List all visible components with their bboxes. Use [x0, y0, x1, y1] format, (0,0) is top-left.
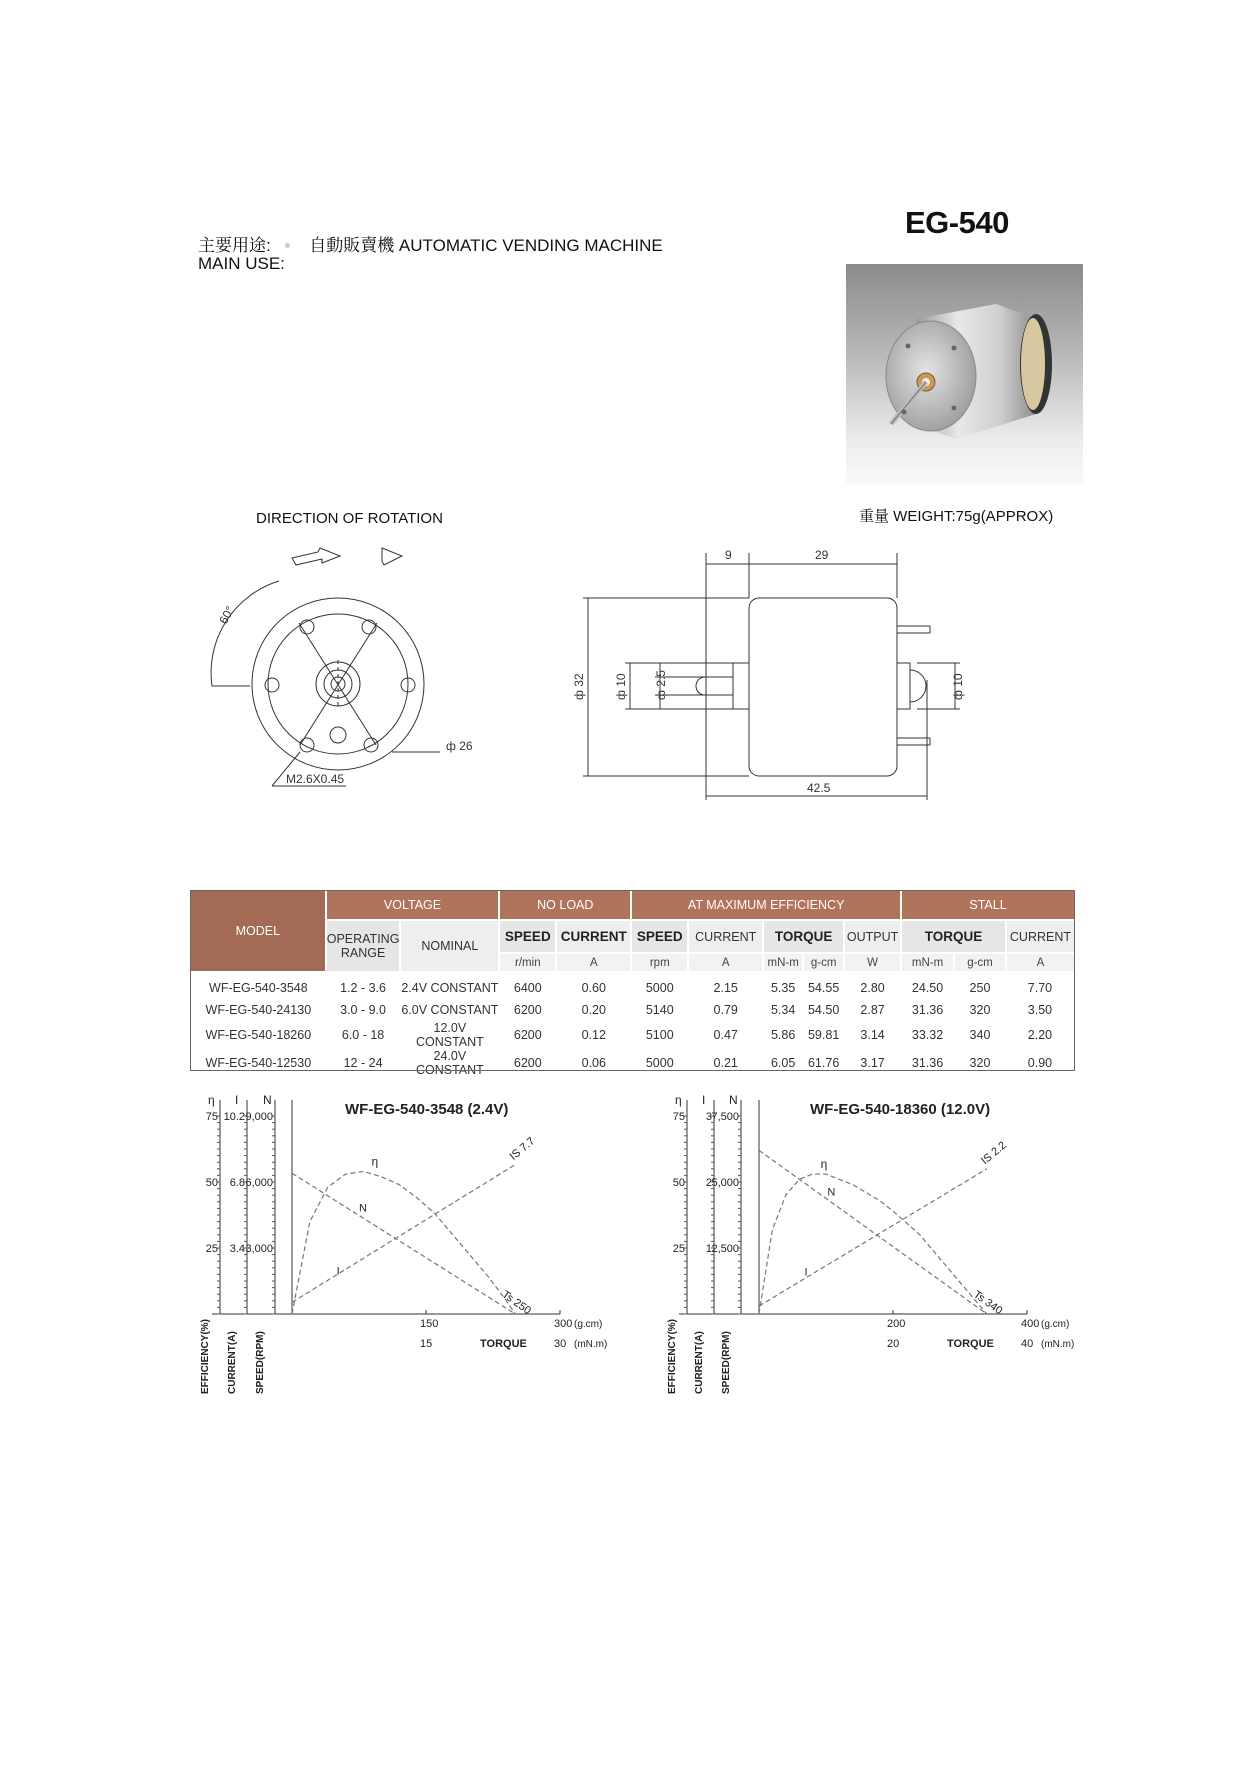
main-use-label-en: MAIN USE:: [198, 254, 285, 273]
thread-label: M2.6X0.45: [286, 772, 345, 786]
angle-label: 60°: [216, 603, 238, 627]
x-tick-label-gcm: 400: [1021, 1318, 1040, 1330]
dim-10-right-label: ф 10: [951, 673, 965, 700]
curve-label-i: I: [336, 1265, 340, 1278]
value-cell: 2.87: [860, 1003, 885, 1017]
dim-2-5-label: ф 2.5: [654, 670, 668, 700]
value-cell: 12.0V CONSTANT: [415, 1021, 484, 1049]
value-cell: 5100: [645, 1028, 674, 1042]
value-cell: 24.0V CONSTANT: [415, 1049, 484, 1077]
axis-tick-label: 1: [705, 1243, 712, 1255]
value-cell: 5000: [645, 1056, 674, 1070]
unit-cell: g-cm: [954, 953, 1006, 971]
axis-symbol: N: [729, 1093, 738, 1107]
value-cell: 3.0 - 9.0: [340, 1003, 386, 1017]
header-speed: SPEED: [499, 920, 556, 953]
axis-tick-label: 3.4: [229, 1243, 245, 1255]
model-cell: WF-EG-540-24130: [205, 1003, 312, 1017]
header-max-current: CURRENT: [688, 920, 763, 953]
value-cell: 3.14: [860, 1028, 885, 1042]
axis-tick-label: 9,000: [245, 1111, 273, 1123]
value-cell: 340: [969, 1028, 991, 1042]
axis-tick-label: 25: [672, 1243, 685, 1255]
header-model: MODEL: [191, 891, 326, 971]
curve-label-is: IS 7.7: [507, 1135, 538, 1163]
header-output: OUTPUT: [844, 920, 901, 953]
axis-label: SPEED(RPM): [721, 1331, 732, 1394]
unit-cell: A: [556, 953, 631, 971]
header-current: CURRENT: [556, 920, 631, 953]
axis-label: EFFICIENCY(%): [200, 1319, 211, 1394]
value-cell: 6200: [513, 1056, 542, 1070]
value-cell: 6200: [513, 1028, 542, 1042]
unit-cell: mN-m: [763, 953, 803, 971]
header-max-speed: SPEED: [631, 920, 688, 953]
header-operating-range: OPERATING RANGE: [326, 920, 401, 971]
x-tick-label-gcm: 200: [887, 1318, 906, 1330]
main-use-value: 自動販賣機 AUTOMATIC VENDING MACHINE: [309, 236, 663, 255]
value-cell: 6.0 - 18: [341, 1028, 385, 1042]
header-stall-torque: TORQUE: [901, 920, 1006, 953]
value-cell: 2.80: [860, 981, 885, 995]
axis-tick-label: 10.2: [223, 1111, 245, 1123]
x-axis-label: TORQUE: [480, 1338, 527, 1350]
value-cell: 0.60: [581, 981, 606, 995]
value-cell: 5.86: [770, 1028, 796, 1042]
x-tick-label-gcm: 150: [420, 1318, 439, 1330]
value-cell: 250: [969, 981, 991, 995]
curve-label-n: N: [827, 1186, 836, 1199]
x-tick-label-mnm: 30: [554, 1338, 567, 1350]
chart-title: WF-EG-540-3548 (2.4V): [345, 1101, 509, 1118]
x-tick-label-mnm: 15: [420, 1338, 433, 1350]
series-line-current: [292, 1165, 515, 1303]
unit-cell: g-cm: [803, 953, 844, 971]
curve-label-eta: η: [371, 1154, 379, 1169]
header-stall-current: CURRENT: [1006, 920, 1074, 953]
model-cell: WF-EG-540-3548: [209, 981, 308, 995]
x-tick-label-mnm: 20: [887, 1338, 900, 1350]
unit-cell: mN-m: [901, 953, 954, 971]
axis-symbol: η: [208, 1093, 215, 1107]
x-tick-label-gcm: 300: [554, 1318, 573, 1330]
curve-label-ts: Ts 340: [971, 1288, 1005, 1318]
value-cell: 0.90: [1027, 1056, 1053, 1070]
curve-label-eta: η: [820, 1157, 828, 1172]
value-cell: 320: [969, 1003, 991, 1017]
value-cell: 2.4V CONSTANT: [401, 981, 499, 995]
header-stall: STALL: [901, 891, 1074, 920]
value-cell: 59.81: [807, 1028, 840, 1042]
dim-32-label: ф 32: [572, 673, 586, 700]
weight-label: 重量 WEIGHT:75g(APPROX): [859, 508, 1054, 525]
series-line-current: [759, 1169, 987, 1306]
x-unit-mnm: (mN.m): [574, 1339, 608, 1350]
unit-cell: r/min: [499, 953, 556, 971]
dim-29-label: 29: [815, 548, 829, 562]
x-unit-mnm: (mN.m): [1041, 1339, 1075, 1350]
value-cell: 0.21: [713, 1056, 738, 1070]
value-cell: 3.17: [860, 1056, 885, 1070]
value-cell: 5000: [645, 981, 674, 995]
header-voltage: VOLTAGE: [326, 891, 500, 920]
axis-label: CURRENT(A): [227, 1331, 238, 1394]
value-cell: 0.47: [713, 1028, 738, 1042]
unit-cell: A: [1006, 953, 1074, 971]
unit-cell: rpm: [631, 953, 688, 971]
axis-tick-label: 50: [672, 1177, 685, 1189]
axis-tick-label: 3: [705, 1111, 712, 1123]
value-cell: 6.0V CONSTANT: [401, 1003, 499, 1017]
unit-cell: A: [688, 953, 763, 971]
value-cell: 5140: [645, 1003, 674, 1017]
axis-tick-label: 3,000: [245, 1243, 273, 1255]
main-use-label-cn: 主要用途:: [198, 236, 271, 255]
axis-tick-label: 5,000: [711, 1177, 739, 1189]
value-cell: 3.50: [1027, 1003, 1053, 1017]
value-cell: 12 - 24: [343, 1056, 383, 1070]
value-cell: 1.2 - 3.6: [340, 981, 386, 995]
axis-tick-label: 50: [205, 1177, 218, 1189]
axis-symbol: N: [263, 1093, 272, 1107]
axis-tick-label: 75: [205, 1111, 218, 1123]
axis-symbol: I: [235, 1093, 239, 1107]
unit-cell: W: [844, 953, 901, 971]
axis-tick-label: 6,000: [245, 1177, 273, 1189]
value-cell: 2.15: [713, 981, 738, 995]
series-line-speed: [759, 1150, 987, 1314]
curve-label-i: I: [804, 1266, 808, 1279]
value-cell: 0.20: [581, 1003, 606, 1017]
dim-10-label: ф 10: [614, 673, 628, 700]
dim-9-label: 9: [725, 548, 732, 562]
value-cell: 6400: [513, 981, 542, 995]
value-cell: 6.05: [770, 1056, 796, 1070]
diameter-26-label: ф 26: [446, 739, 473, 753]
value-cell: 0.79: [713, 1003, 738, 1017]
value-cell: 24.50: [911, 981, 944, 995]
axis-symbol: I: [702, 1093, 706, 1107]
dim-42-5-label: 42.5: [807, 781, 831, 795]
value-cell: 5.34: [770, 1003, 796, 1017]
series-line-speed: [292, 1173, 515, 1314]
axis-label: EFFICIENCY(%): [667, 1319, 678, 1394]
value-cell: 61.76: [807, 1056, 840, 1070]
value-cell: 320: [969, 1056, 991, 1070]
curve-label-is: IS 2.2: [979, 1139, 1009, 1168]
value-cell: 0.06: [581, 1056, 606, 1070]
direction-of-rotation-label: DIRECTION OF ROTATION: [256, 510, 443, 527]
value-cell: 31.36: [911, 1003, 944, 1017]
header-at-max-efficiency: AT MAXIMUM EFFICIENCY: [631, 891, 901, 920]
axis-symbol: η: [675, 1093, 682, 1107]
model-title: EG-540: [905, 205, 1009, 240]
axis-tick-label: 7,500: [711, 1111, 739, 1123]
axis-tick-label: 25: [205, 1243, 218, 1255]
curve-label-n: N: [359, 1202, 367, 1215]
x-tick-label-mnm: 40: [1021, 1338, 1034, 1350]
value-cell: 2.20: [1027, 1028, 1053, 1042]
axis-tick-label: 6.8: [229, 1177, 245, 1189]
series-line-efficiency: [759, 1174, 987, 1314]
value-cell: 5.35: [770, 981, 796, 995]
header-nominal: NOMINAL: [400, 920, 499, 971]
value-cell: 54.55: [807, 981, 840, 995]
value-cell: 54.50: [807, 1003, 840, 1017]
axis-label: CURRENT(A): [694, 1331, 705, 1394]
model-cell: WF-EG-540-18260: [205, 1028, 312, 1042]
model-cell: WF-EG-540-12530: [205, 1056, 312, 1070]
axis-tick-label: 2,500: [711, 1243, 739, 1255]
axis-label: SPEED(RPM): [255, 1331, 266, 1394]
x-axis-label: TORQUE: [947, 1338, 994, 1350]
chart-title: WF-EG-540-18360 (12.0V): [810, 1101, 991, 1118]
value-cell: 6200: [513, 1003, 542, 1017]
axis-tick-label: 2: [705, 1177, 712, 1189]
value-cell: 7.70: [1027, 981, 1053, 995]
axis-tick-label: 75: [672, 1111, 685, 1123]
header-no-load: NO LOAD: [499, 891, 631, 920]
x-unit-gcm: (g.cm): [574, 1319, 603, 1330]
header-max-torque: TORQUE: [763, 920, 844, 953]
value-cell: 0.12: [581, 1028, 606, 1042]
x-unit-gcm: (g.cm): [1041, 1319, 1070, 1330]
curve-label-ts: Ts 250: [499, 1288, 534, 1318]
value-cell: 33.32: [911, 1028, 944, 1042]
value-cell: 31.36: [911, 1056, 944, 1070]
